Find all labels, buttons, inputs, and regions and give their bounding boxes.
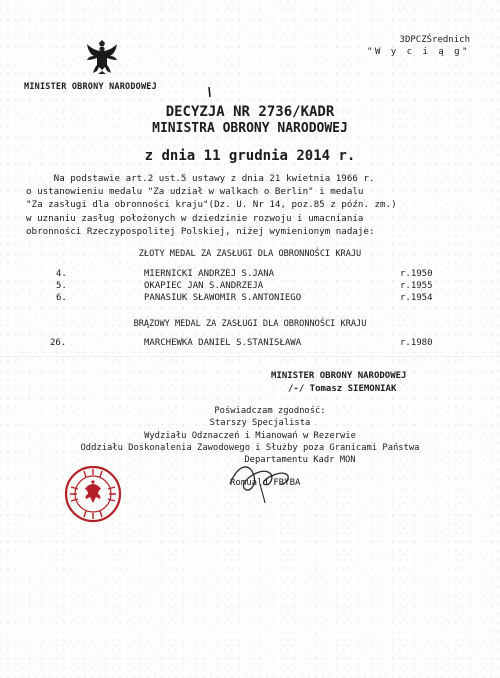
list-item-year: r.1955	[400, 281, 433, 291]
signature-title: MINISTER OBRONY NARODOWEJ	[271, 371, 407, 381]
polish-eagle-icon	[86, 40, 118, 76]
list-item-name: OKAPIEC JAN S.ANDRZEJA	[144, 281, 264, 291]
paragraph-line: w uznaniu zasług położonych w dziedzinie rozwoju i umacniania	[26, 212, 364, 224]
paragraph-line: o ustanowieniu medalu "Za udział w walkach o Berlin" i medalu	[26, 186, 364, 198]
list-item-number: 6.	[56, 293, 67, 303]
paragraph-line: obronności Rzeczypospolitej Polskiej, niżej wymienionym nadaje:	[26, 225, 375, 237]
decision-number: DECYZJA NR 2736/KADR	[165, 104, 335, 120]
paragraph-line: Na podstawie art.2 ust.5 ustawy z dnia 21 kwietnia 1966 r.	[26, 173, 375, 184]
list-item	[0, 293, 500, 305]
certification-line: Wydziału Odznaczeń i Mianowań w Rezerwie	[144, 430, 356, 441]
document-code: 3DPCZŚrednich	[399, 35, 470, 45]
medal-bronze-heading: BRĄZOWY MEDAL ZA ZASŁUGI DLA OBRONNOŚCI KRAJU	[133, 319, 367, 329]
decision-paragraph	[26, 172, 476, 238]
signature-name: /-/ Tomasz SIEMONIAK	[288, 384, 397, 394]
list-item-name: MIERNICKI ANDRZEJ S.JANA	[144, 269, 275, 279]
certification-line: Starszy Specjalista	[209, 418, 311, 429]
handwritten-signature-icon	[224, 454, 304, 504]
list-item-year: r.1980	[400, 338, 433, 348]
list-item-number: 26.	[50, 338, 67, 348]
medal-gold-heading: ZŁOTY MEDAL ZA ZASŁUGI DLA OBRONNOŚCI KRAJU	[138, 249, 362, 259]
paragraph-line: "Za zasługi dla obronności kraju"(Dz. U. Nr 14, poz.85 z późn. zm.)	[26, 199, 397, 211]
list-item-year: r.1950	[400, 269, 433, 279]
list-item-number: 5.	[56, 281, 67, 291]
list-item-name: MARCHEWKA DANIEL S.STANISŁAWA	[144, 338, 302, 348]
list-item	[0, 269, 500, 281]
list-item-year: r.1954	[400, 293, 433, 303]
decision-date: z dnia 11 grudnia 2014 r.	[144, 148, 356, 164]
certification-line: Oddziału Doskonalenia Zawodowego i Służby poza Granicami Państwa	[80, 442, 420, 453]
list-item	[0, 281, 500, 293]
document-type-label: "W y c i ą g"	[367, 47, 470, 57]
ministry-heading: MINISTER OBRONY NARODOWEJ	[24, 82, 157, 92]
certification-line: Departamentu Kadr MON	[244, 455, 356, 466]
list-item-name: PANASIUK SŁAWOMIR S.ANTONIEGO	[144, 293, 302, 303]
certification-line: Poświadczam zgodność:	[214, 406, 326, 416]
decision-authority: MINISTRA OBRONY NARODOWEJ	[152, 121, 348, 136]
document-header-right	[367, 34, 470, 58]
signer-name: Romuald FRYBA	[230, 478, 301, 488]
official-seal-icon	[64, 465, 122, 523]
fold-line	[0, 356, 500, 357]
list-item-number: 4.	[56, 269, 67, 279]
list-item	[0, 338, 500, 350]
pen-mark-icon	[206, 85, 216, 99]
